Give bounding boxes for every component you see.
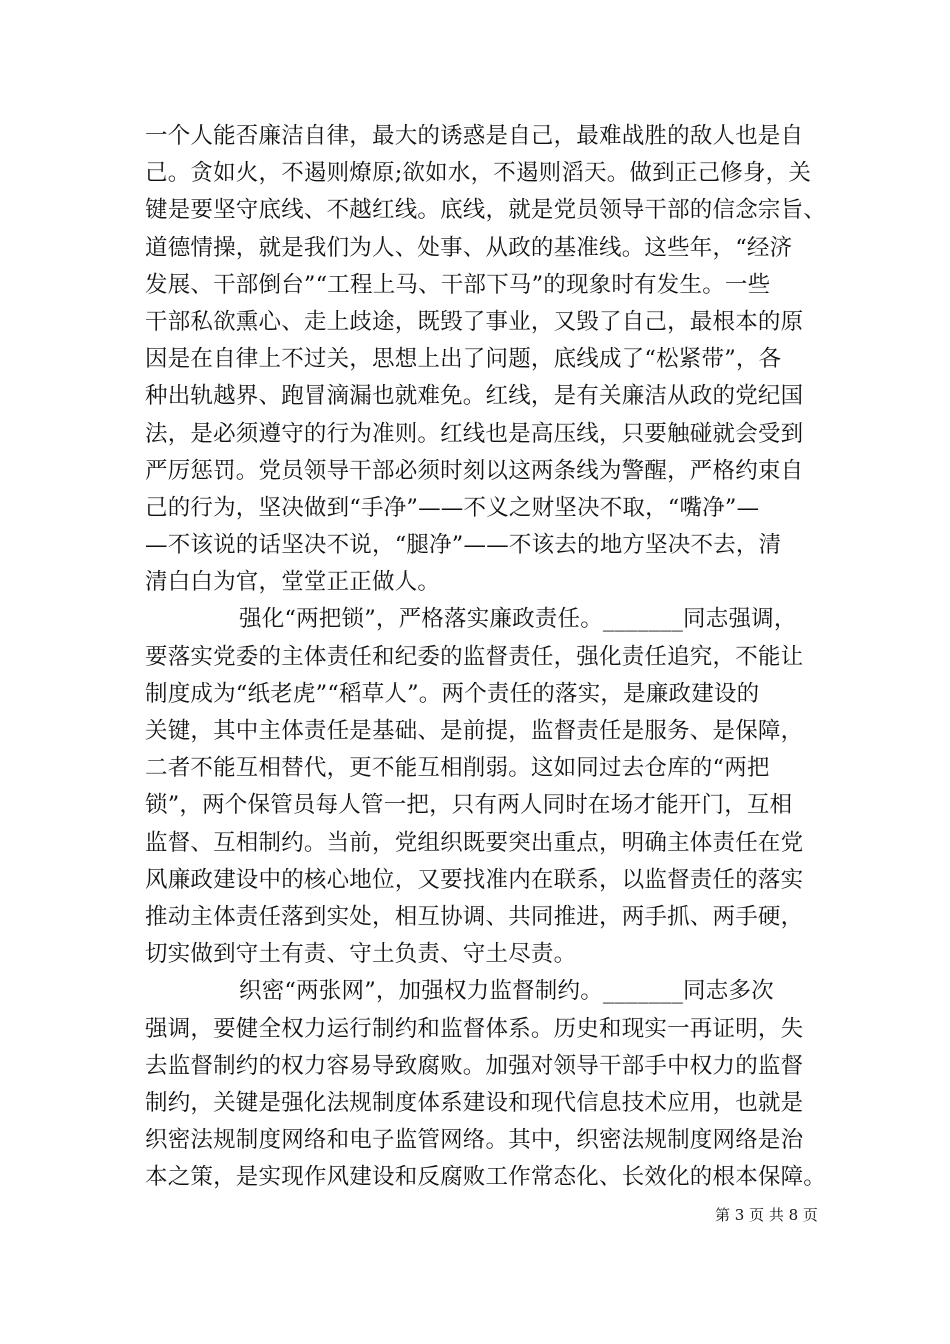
text-line: 制度成为“纸老虎”“稻草人”。两个责任的落实，是廉政建设的 — [145, 680, 760, 707]
text-line: 推动主体责任落到实处，相互协调、共同推进，两手抓、两手硬， — [145, 903, 804, 930]
text-line: 关键，其中主体责任是基础、是前提，监督责任是服务、是保障， — [145, 718, 804, 744]
text-line: 一个人能否廉洁自律，最大的诱惑是自己，最难战胜的敌人也是自 — [145, 123, 804, 149]
text-line: 强调，要健全权力运行制约和监督体系。历史和现实一再证明，失 — [145, 1015, 804, 1042]
text-line: 本之策，是实现作风建设和反腐败工作常态化、长效化的根本保障。 — [145, 1164, 827, 1191]
text-line: 己的行为，坚决做到“手净”——不义之财坚决不取，“嘴净”— — [145, 494, 760, 521]
text-line: —不该说的话坚决不说，“腿净”——不该去的地方坚决不去，清 — [145, 532, 782, 559]
text-line: 监督、互相制约。当前，党组织既要突出重点，明确主体责任在党 — [145, 829, 804, 856]
text-line: 严厉惩罚。党员领导干部必须时刻以这两条线为警醒，严格约束自 — [145, 457, 804, 484]
text-line: 因是在自律上不过关，思想上出了问题，底线成了“松紧带”，各 — [145, 346, 782, 373]
page-number-footer: 第 3 页 共 8 页 — [715, 1206, 818, 1224]
paragraph-first-line: 织密“两张网”，加强权力监督制约。_______同志多次 — [239, 978, 774, 1005]
text-line: 道德情操，就是我们为人、处事、从政的基准线。这些年，“经济 — [145, 234, 793, 261]
text-line: 键是要坚守底线、不越红线。底线，就是党员领导干部的信念宗旨、 — [145, 197, 827, 224]
text-line: 清白白为官，堂堂正正做人。 — [145, 569, 441, 596]
text-line: 干部私欲熏心、走上歧途，既毁了事业，又毁了自己，最根本的原 — [145, 308, 804, 335]
document-body — [145, 118, 827, 1196]
text-line: 种出轨越界、跑冒滴漏也就难免。红线，是有关廉洁从政的党纪国 — [145, 383, 804, 410]
text-line: 风廉政建设中的核心地位，又要找准内在联系，以监督责任的落实 — [145, 866, 804, 893]
text-line: 二者不能互相替代，更不能互相削弱。这如同过去仓库的“两把 — [145, 755, 770, 782]
paragraph-first-line: 强化“两把锁”，严格落实廉政责任。_______同志强调， — [239, 606, 797, 633]
text-line: 去监督制约的权力容易导致腐败。加强对领导干部手中权力的监督 — [145, 1052, 804, 1079]
text-line: 己。贪如火，不遏则燎原;欲如水，不遏则滔天。做到正己修身，关 — [145, 160, 812, 187]
text-line: 法，是必须遵守的行为准则。红线也是高压线，只要触碰就会受到 — [145, 420, 804, 447]
text-line: 织密法规制度网络和电子监管网络。其中，织密法规制度网络是治 — [145, 1127, 804, 1154]
text-line: 要落实党委的主体责任和纪委的监督责任，强化责任追究，不能让 — [145, 643, 804, 670]
text-line: 切实做到守土有责、守土负责、守土尽责。 — [145, 941, 577, 968]
text-line: 锁”，两个保管员每人管一把，只有两人同时在场才能开门，互相 — [145, 792, 793, 819]
text-line: 发展、干部倒台”“工程上马、干部下马”的现象时有发生。一些 — [145, 271, 771, 298]
text-line: 制约，关键是强化法规制度体系建设和现代信息技术应用，也就是 — [145, 1089, 804, 1116]
